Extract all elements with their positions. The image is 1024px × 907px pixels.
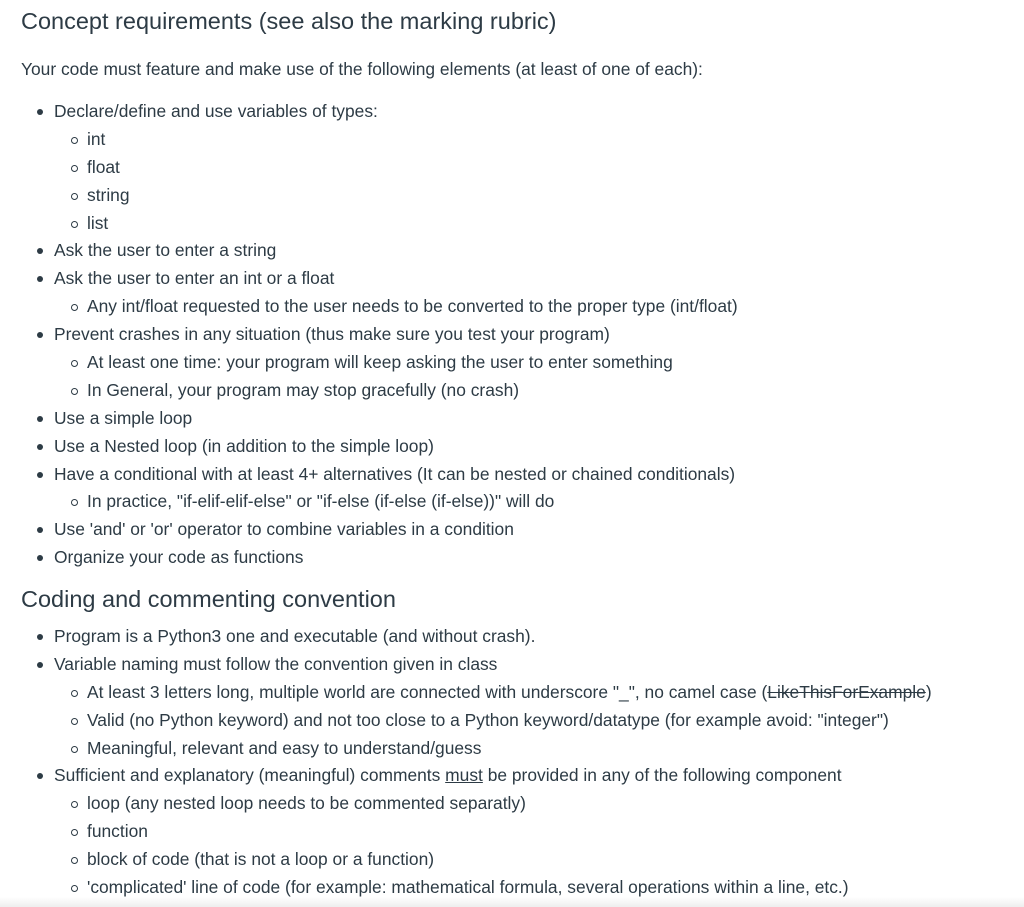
disc-bullet-icon bbox=[37, 527, 43, 533]
sub-item-text: 'complicated' line of code (for example: mathematical formula, several operations within a line, etc.) bbox=[87, 877, 849, 898]
list-item-text: Use a Nested loop (in addition to the simple loop) bbox=[54, 435, 434, 456]
disc-bullet-icon bbox=[37, 773, 43, 779]
coding-convention-list bbox=[0, 623, 1024, 902]
list-item-text: Sufficient and explanatory (meaningful) comments bbox=[54, 765, 446, 786]
list-item bbox=[0, 762, 1024, 790]
concept-requirements-list bbox=[0, 98, 1024, 572]
sub-list-item bbox=[0, 126, 1024, 154]
sub-list-item bbox=[0, 846, 1024, 874]
sub-list-item bbox=[0, 293, 1024, 321]
sub-list-item bbox=[0, 182, 1024, 210]
sub-item-text: int bbox=[87, 128, 106, 149]
disc-bullet-icon bbox=[37, 555, 43, 561]
sub-item-text-suffix: ) bbox=[925, 681, 932, 702]
coding-list bbox=[0, 623, 1024, 902]
list-item-text: Ask the user to enter a string bbox=[54, 240, 277, 261]
sub-item-text: At least one time: your program will keep asking the user to enter something bbox=[87, 352, 673, 373]
circle-bullet-icon bbox=[71, 137, 78, 144]
disc-bullet-icon bbox=[37, 109, 43, 115]
list-item-text: Prevent crashes in any situation (thus make sure you test your program) bbox=[54, 324, 610, 345]
circle-bullet-icon bbox=[71, 718, 78, 725]
circle-bullet-icon bbox=[71, 165, 78, 172]
list-item bbox=[0, 98, 1024, 126]
circle-bullet-icon bbox=[71, 857, 78, 864]
list-item bbox=[0, 433, 1024, 461]
list-item bbox=[0, 237, 1024, 265]
sub-item-text: Any int/float requested to the user needs to be converted to the proper type (int/float) bbox=[87, 296, 738, 317]
disc-bullet-icon bbox=[37, 416, 43, 422]
sub-item-text: block of code (that is not a loop or a function) bbox=[87, 849, 435, 870]
sub-item-text: list bbox=[87, 212, 109, 233]
bottom-edge-fade bbox=[0, 897, 1024, 907]
circle-bullet-icon bbox=[71, 304, 78, 311]
sub-list-item bbox=[0, 707, 1024, 735]
list-item-text: Variable naming must follow the convention given in class bbox=[54, 653, 498, 674]
sub-list-item bbox=[0, 154, 1024, 182]
list-item-text: Organize your code as functions bbox=[54, 547, 304, 568]
sub-list-item bbox=[0, 679, 1024, 707]
disc-bullet-icon bbox=[37, 444, 43, 450]
sub-item-text: Meaningful, relevant and easy to understand/guess bbox=[87, 737, 482, 758]
sub-list-item bbox=[0, 349, 1024, 377]
list-item bbox=[0, 405, 1024, 433]
sub-item-text: loop (any nested loop needs to be commented separatly) bbox=[87, 793, 526, 814]
list-item-text: Ask the user to enter an int or a float bbox=[54, 268, 335, 289]
list-item bbox=[0, 544, 1024, 572]
sub-item-text: In General, your program may stop gracefully (no crash) bbox=[87, 379, 520, 400]
list-item bbox=[0, 516, 1024, 544]
underlined-emphasis: must bbox=[445, 765, 483, 786]
circle-bullet-icon bbox=[71, 221, 78, 228]
sub-item-text: In practice, "if-elif-elif-else" or "if-else (if-else (if-else))" will do bbox=[87, 491, 555, 512]
disc-bullet-icon bbox=[37, 662, 43, 668]
circle-bullet-icon bbox=[71, 801, 78, 808]
disc-bullet-icon bbox=[37, 276, 43, 282]
concept-intro-text: Your code must feature and make use of the following elements (at least of one of each): bbox=[21, 59, 703, 79]
disc-bullet-icon bbox=[37, 332, 43, 338]
circle-bullet-icon bbox=[71, 388, 78, 395]
list-item-text: Use a simple loop bbox=[54, 407, 193, 428]
disc-bullet-icon bbox=[37, 634, 43, 640]
circle-bullet-icon bbox=[71, 360, 78, 367]
list-item bbox=[0, 321, 1024, 349]
list-item bbox=[0, 461, 1024, 489]
sub-list-item bbox=[0, 735, 1024, 763]
sub-list-item bbox=[0, 210, 1024, 238]
sub-item-text: string bbox=[87, 184, 130, 205]
circle-bullet-icon bbox=[71, 690, 78, 697]
sub-item-text: Valid (no Python keyword) and not too close to a Python keyword/datatype (for example avoid: "integer") bbox=[87, 709, 889, 730]
circle-bullet-icon bbox=[71, 885, 78, 892]
list-item-text: Have a conditional with at least 4+ alternatives (It can be nested or chained conditionals) bbox=[54, 463, 736, 484]
list-item bbox=[0, 651, 1024, 679]
disc-bullet-icon bbox=[37, 472, 43, 478]
concept-list bbox=[0, 98, 1024, 572]
list-item-text: Use 'and' or 'or' operator to combine variables in a condition bbox=[54, 519, 514, 540]
sub-list-item bbox=[0, 790, 1024, 818]
sub-item-text: float bbox=[87, 156, 120, 177]
circle-bullet-icon bbox=[71, 746, 78, 753]
list-item-text: Declare/define and use variables of types: bbox=[54, 101, 378, 121]
sub-item-text: At least 3 letters long, multiple world are connected with underscore "_", no camel case ( bbox=[87, 681, 768, 702]
list-item bbox=[0, 623, 1024, 651]
circle-bullet-icon bbox=[71, 193, 78, 200]
sub-list-item bbox=[0, 488, 1024, 516]
sub-item-text: function bbox=[87, 821, 148, 842]
list-item-text: Program is a Python3 one and executable (and without crash). bbox=[54, 626, 536, 646]
coding-convention-heading: Coding and commenting convention bbox=[21, 586, 396, 612]
circle-bullet-icon bbox=[71, 499, 78, 506]
concept-requirements-heading: Concept requirements (see also the marking rubric) bbox=[21, 8, 557, 34]
disc-bullet-icon bbox=[37, 248, 43, 254]
list-item-text-suffix: be provided in any of the following component bbox=[482, 765, 842, 786]
sub-list-item bbox=[0, 818, 1024, 846]
sub-list-item bbox=[0, 377, 1024, 405]
circle-bullet-icon bbox=[71, 829, 78, 836]
strikethrough-example: LikeThisForExample bbox=[767, 681, 926, 702]
list-item bbox=[0, 265, 1024, 293]
